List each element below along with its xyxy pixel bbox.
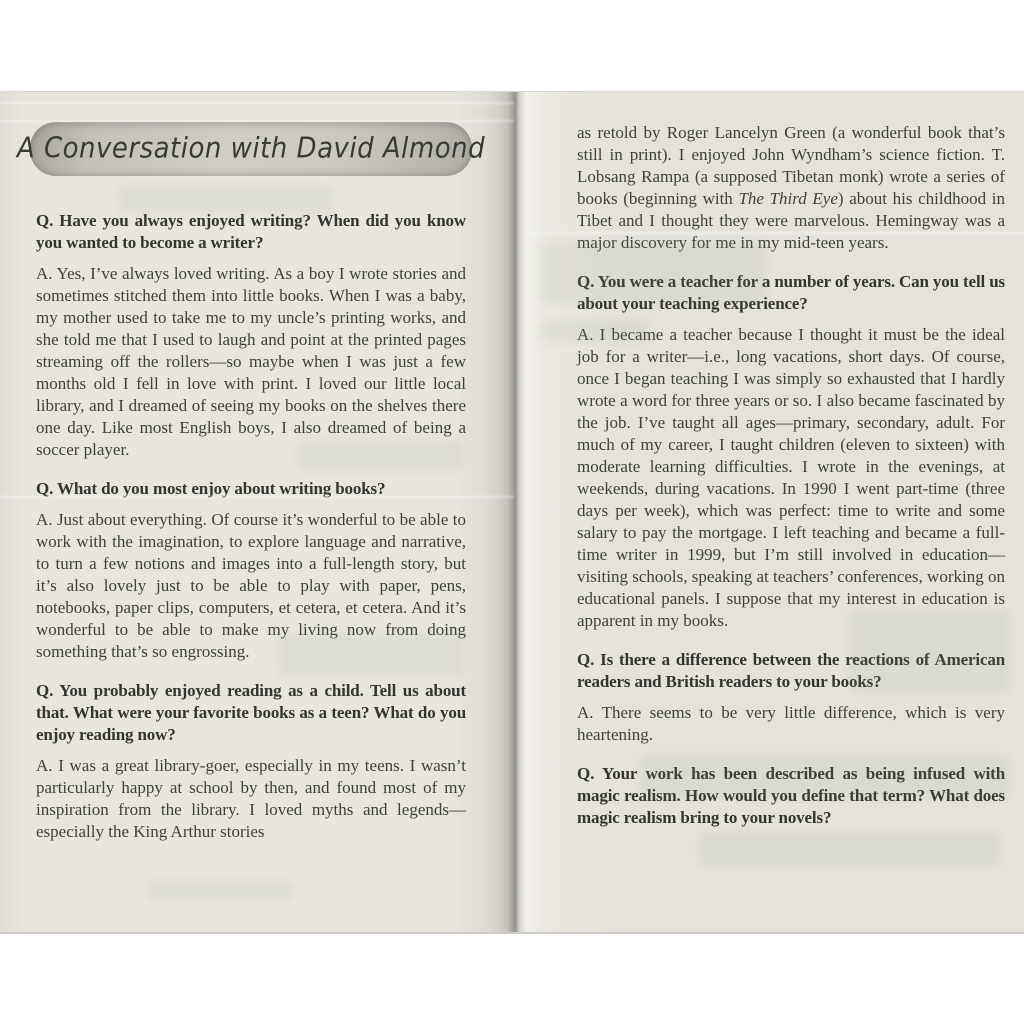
question-6: Q. Your work has been described as being infused with magic realism. How would you define that term? What does magic realism bring to your novels? xyxy=(577,764,1005,827)
book-spread xyxy=(0,92,1024,934)
continuation-text-before: as retold by Roger Lancelyn Green (a wonderful book that’s still in print). I enjoyed John Wyndham’s science fiction. T. Lobsang Rampa (a supposed Tibetan monk) wrote a series of books (beginning with xyxy=(577,123,1005,208)
answer-5: A. There seems to be very little difference, which is very heartening. xyxy=(577,703,1005,744)
question-1: Q. Have you always enjoyed writing? When did you know you wanted to become a writer? xyxy=(36,211,466,252)
answer-3-continuation xyxy=(577,122,1005,254)
continuation-text-after: ) about his childhood in Tibet and I thought they were marvelous. Hemingway was a major discovery for me in my mid-teen years. xyxy=(577,189,1006,252)
chapter-title: A Conversation with David Almond xyxy=(16,132,486,166)
chapter-title-banner xyxy=(16,122,486,176)
answer-3: A. I was a great library-goer, especially in my teens. I wasn’t particularly happy at school by then, and found most of my inspiration from the library. I loved myths and legends—especially the King Arthur stories xyxy=(36,756,466,841)
left-page xyxy=(0,92,514,932)
right-page xyxy=(514,92,1024,932)
answer-2: A. Just about everything. Of course it’s wonderful to be able to work with the imagination, to explore language and narrative, to turn a few notions and images into a full-length story, but it’s also lovely just to be able to play with paper, pens, notebooks, paper clips, computers, et cetera, et cetera. And it’s wonderful to be able to make my living now from doing something that’s so engrossing. xyxy=(36,510,466,661)
question-3: Q. You probably enjoyed reading as a child. Tell us about that. What were your favorite books as a teen? What do you enjoy reading now? xyxy=(36,681,466,744)
question-2: Q. What do you most enjoy about writing books? xyxy=(36,479,386,498)
question-4: Q. You were a teacher for a number of years. Can you tell us about your teaching experience? xyxy=(577,272,1005,313)
question-5: Q. Is there a difference between the reactions of American readers and British readers to your books? xyxy=(577,650,1005,691)
answer-4: A. I became a teacher because I thought it must be the ideal job for a writer—i.e., long vacations, short days. Of course, once I began teaching I was simply so exhausted that I hardly wrote a word for three years or so. I also became fascinated by the job. I’ve taught all ages—primary, secondary, adult. For much of my career, I taught children (eleven to sixteen) with moderate learning difficulties. I wrote in the evenings, at weekends, during vacations. In 1990 I went part-time (three days per week), which was perfect: time to write and some salary to pay the mortgage. I left teaching and became a full-time writer in 1999, but I’m still involved in education—visiting schools, speaking at teachers’ conferences, working on educational panels. I suppose that my interest in education is apparent in my books. xyxy=(577,325,1005,630)
answer-1: A. Yes, I’ve always loved writing. As a boy I wrote stories and sometimes stitched them into little books. When I was a baby, my mother used to take me to my uncle’s printing works, and she told me that I used to laugh and point at the printed pages streaming off the rollers—so maybe when I was just a few months old I fell in love with print. I loved our little local library, and I dreamed of seeing my books on the shelves there one day. Like most English boys, I also dreamed of being a soccer player. xyxy=(36,264,466,459)
book-title-the-third-eye: The Third Eye xyxy=(738,189,838,208)
